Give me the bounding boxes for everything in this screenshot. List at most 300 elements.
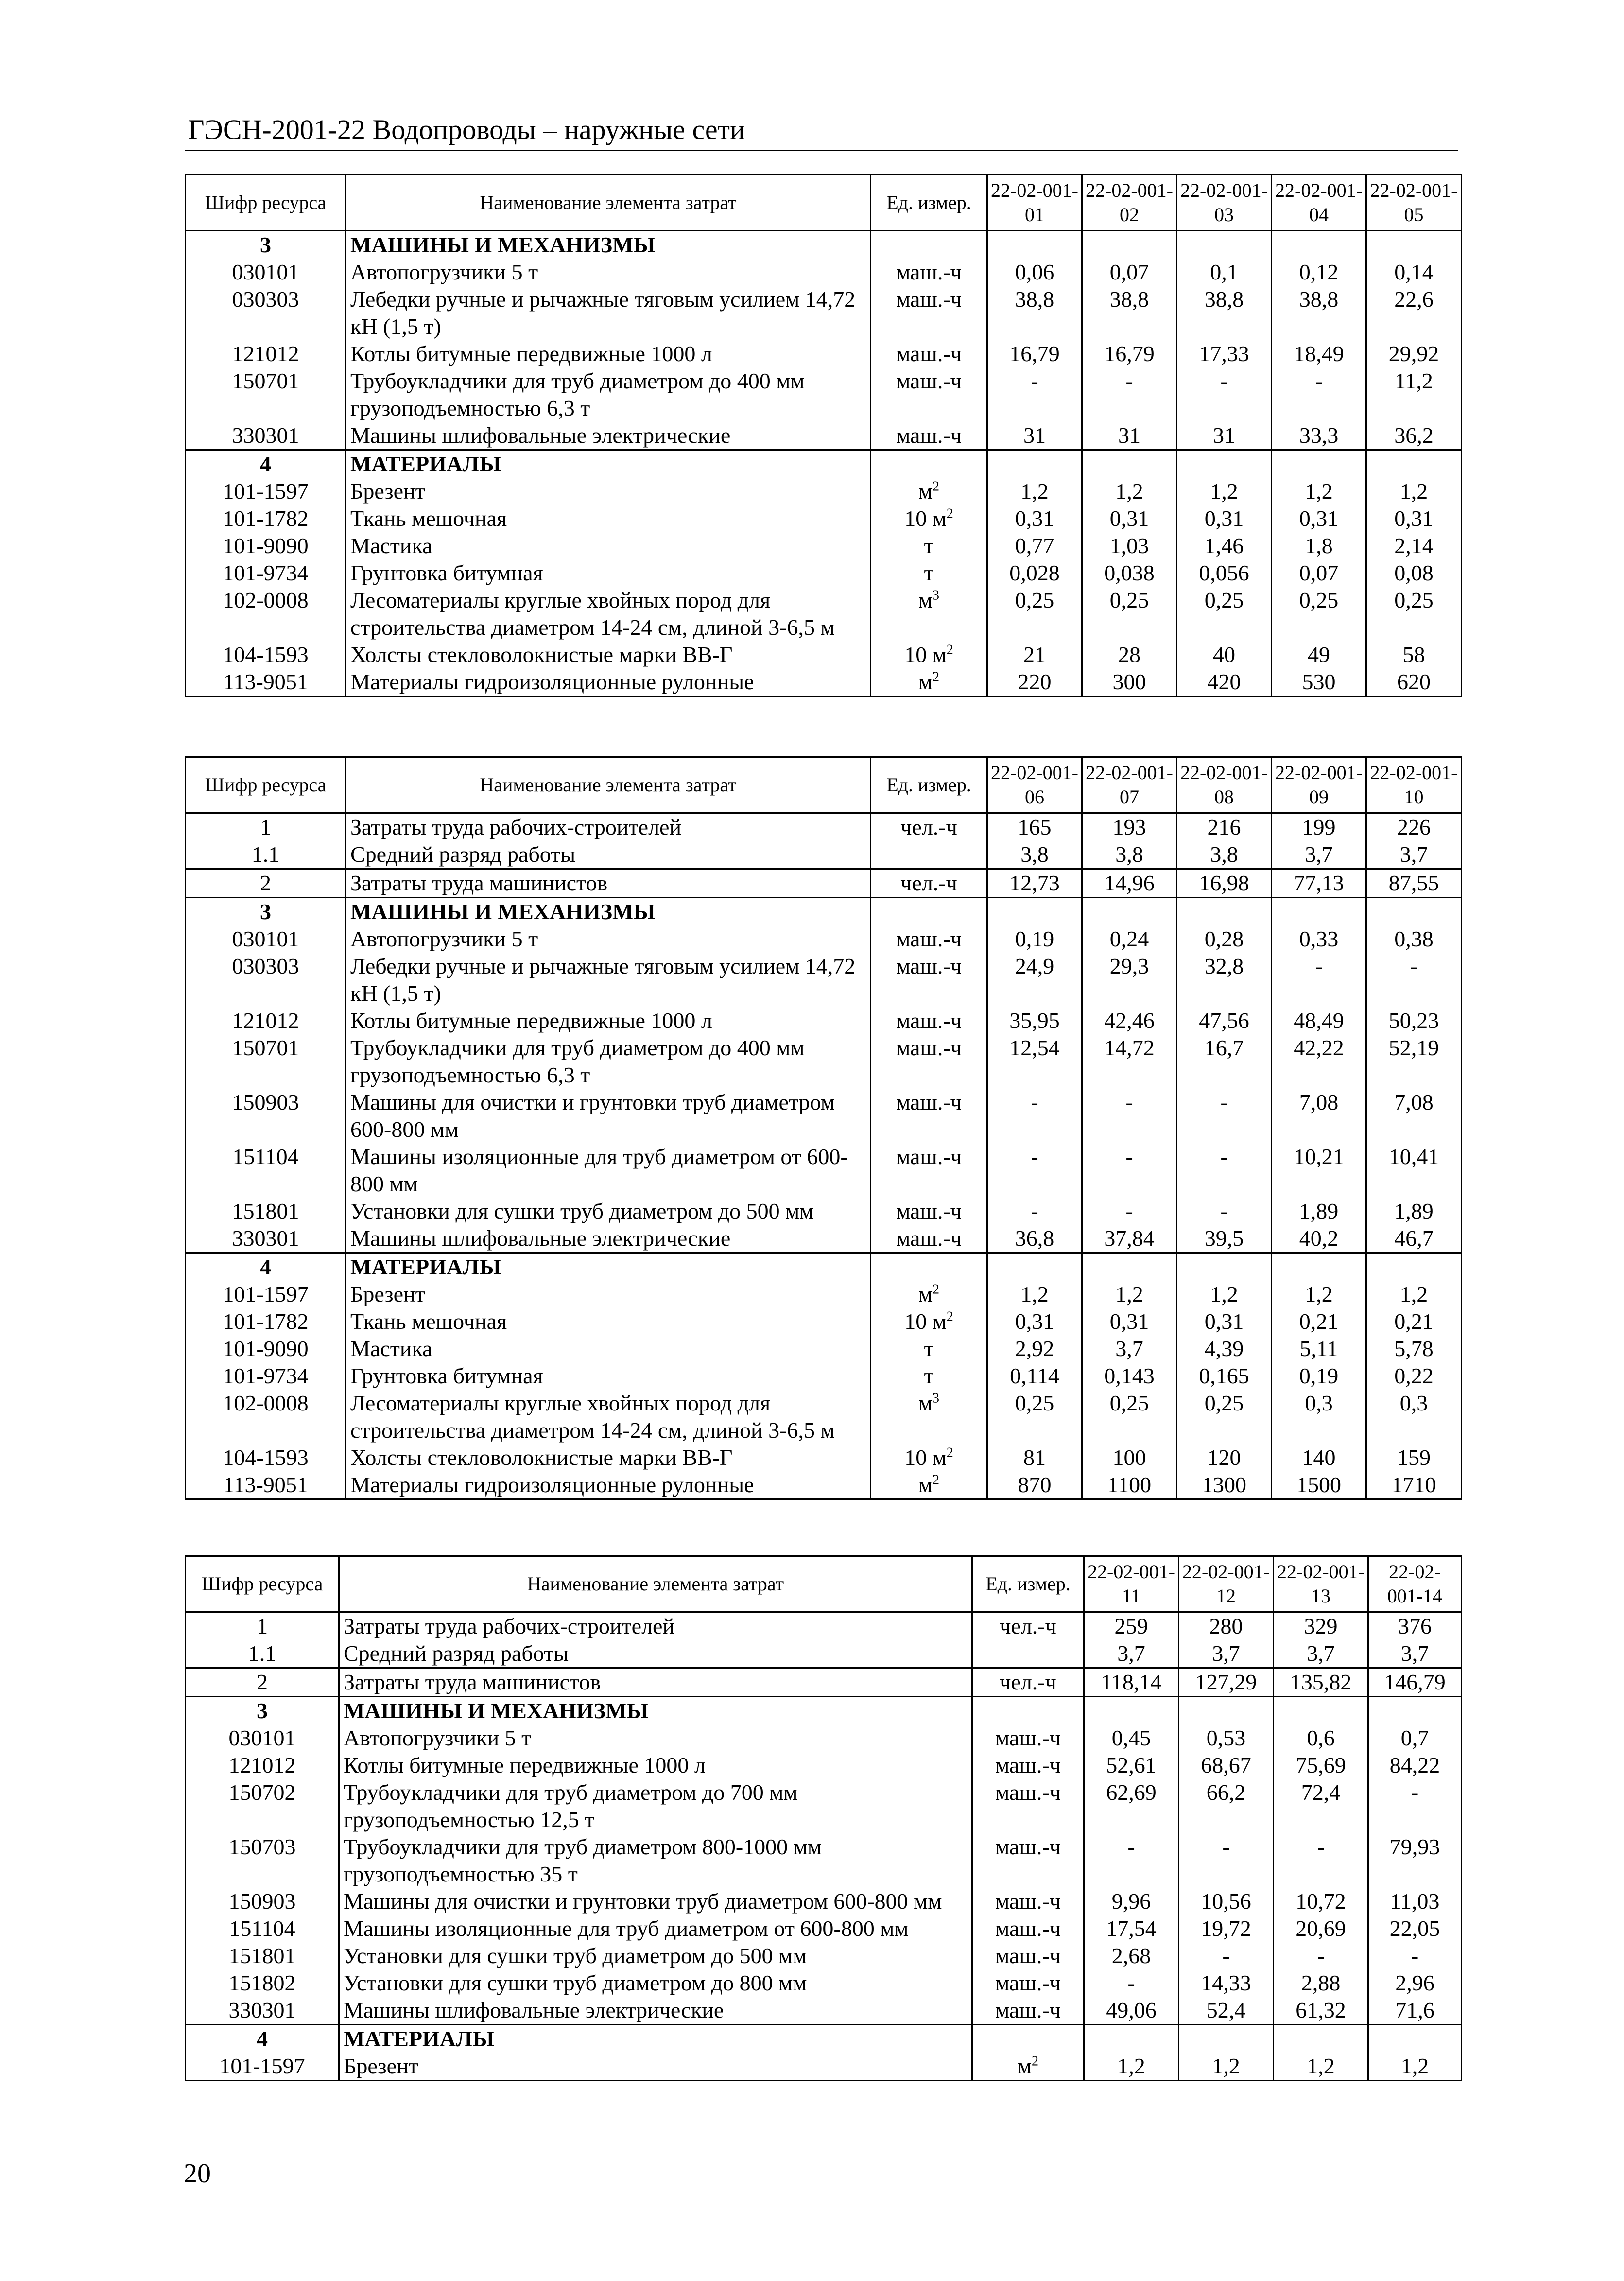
unit-text: 10 м (904, 1309, 947, 1334)
norm-value-cell: 0,1 (1177, 259, 1272, 286)
norm-value-cell: - (1368, 1779, 1462, 1833)
norm-value-cell (1366, 450, 1462, 478)
resource-code-cell: 113-9051 (186, 1471, 346, 1499)
norm-value-cell (1368, 1697, 1462, 1725)
norm-value-cell: 1,2 (1274, 2053, 1368, 2081)
norm-value-cell: 0,53 (1179, 1724, 1274, 1752)
norm-value-cell: 12,73 (987, 869, 1082, 898)
norm-value-cell: 33,3 (1272, 422, 1366, 450)
table-row (186, 1335, 1462, 1362)
unit-text: чел.-ч (1000, 1670, 1056, 1694)
unit-text: маш.-ч (896, 1199, 962, 1223)
unit-exponent: 2 (946, 506, 953, 522)
resource-code-cell: 101-1597 (186, 1281, 346, 1308)
resource-table-3 (185, 1555, 1462, 2081)
column-header-norm: 22-02-001-09 (1272, 757, 1366, 813)
column-header-norm: 22-02-001-08 (1177, 757, 1272, 813)
column-header-norm: 22-02-001-01 (987, 175, 1082, 231)
unit-cell (871, 813, 987, 841)
norm-value-cell: 50,23 (1366, 1007, 1462, 1034)
norm-value-cell: 3,7 (1368, 1640, 1462, 1668)
table-row (186, 559, 1462, 587)
unit-text: маш.-ч (896, 954, 962, 978)
norm-value-cell: - (1179, 1942, 1274, 1969)
resource-code-cell: 330301 (186, 422, 346, 450)
cost-element-name-cell: Машины для очистки и грунтовки труб диаметром 600-800 мм (346, 1089, 871, 1143)
norm-value-cell: 75,69 (1274, 1752, 1368, 1779)
cost-element-name-cell: МАТЕРИАЛЫ (339, 2025, 972, 2053)
unit-text: 10 м (904, 1445, 947, 1470)
norm-value-cell: 61,32 (1274, 1997, 1368, 2025)
norm-value-cell: - (1177, 1198, 1272, 1225)
norm-value-cell: 1,89 (1366, 1198, 1462, 1225)
section-row (186, 231, 1462, 259)
norm-value-cell: 81 (987, 1444, 1082, 1471)
unit-cell (871, 953, 987, 1007)
norm-value-cell: 329 (1274, 1612, 1368, 1640)
norm-value-cell: 35,95 (987, 1007, 1082, 1034)
column-header-norm: 22-02-001-02 (1082, 175, 1177, 231)
unit-text: м (1017, 2054, 1032, 2078)
unit-cell (972, 1997, 1084, 2025)
unit-text: маш.-ч (995, 1834, 1061, 1859)
norm-value-cell: 0,165 (1177, 1362, 1272, 1390)
norm-value-cell: 0,38 (1366, 925, 1462, 953)
norm-value-cell: - (987, 1089, 1082, 1143)
norm-value-cell: 12,54 (987, 1034, 1082, 1089)
unit-cell (871, 1198, 987, 1225)
norm-value-cell: 52,4 (1179, 1997, 1274, 2025)
norm-value-cell: 0,19 (987, 925, 1082, 953)
cost-element-name-cell: Мастика (346, 532, 871, 559)
norm-value-cell: 0,24 (1082, 925, 1177, 953)
column-header-norm: 22-02-001-13 (1274, 1556, 1368, 1612)
norm-value-cell: - (1084, 1969, 1179, 1997)
norm-value-cell: 300 (1082, 668, 1177, 696)
norm-value-cell: 1,2 (1272, 478, 1366, 505)
norm-value-cell: 0,25 (987, 587, 1082, 641)
resource-code-cell: 150903 (186, 1888, 339, 1915)
norm-value-cell: 3,7 (1179, 1640, 1274, 1668)
unit-text: маш.-ч (995, 1889, 1061, 1914)
norm-value-cell (1177, 1253, 1272, 1281)
norm-value-cell: 0,22 (1366, 1362, 1462, 1390)
resource-code-cell: 4 (186, 1253, 346, 1281)
table-row (186, 668, 1462, 696)
norm-value-cell: 0,143 (1082, 1362, 1177, 1390)
unit-exponent: 3 (933, 588, 940, 603)
norm-value-cell: - (1368, 1942, 1462, 1969)
column-header-norm: 22-02-001-10 (1366, 757, 1462, 813)
norm-value-cell: 16,79 (987, 340, 1082, 367)
column-header-unit: Ед. измер. (871, 175, 987, 231)
unit-cell (871, 587, 987, 641)
norm-value-cell: 1,8 (1272, 532, 1366, 559)
cost-element-name-cell: Установки для сушки труб диаметром до 500 мм (339, 1942, 972, 1969)
resource-code-cell: 030303 (186, 286, 346, 340)
norm-value-cell: - (1082, 367, 1177, 422)
table-row (186, 1444, 1462, 1471)
unit-cell (972, 2025, 1084, 2053)
unit-cell (972, 1612, 1084, 1640)
norm-value-cell: 0,31 (1082, 1308, 1177, 1335)
table-row (186, 422, 1462, 450)
norm-value-cell: 220 (987, 668, 1082, 696)
norm-value-cell: - (1366, 953, 1462, 1007)
norm-value-cell (1082, 898, 1177, 926)
norm-value-cell: 49 (1272, 641, 1366, 668)
norm-value-cell: 38,8 (1177, 286, 1272, 340)
norm-value-cell: 0,6 (1274, 1724, 1368, 1752)
norm-value-cell: 28 (1082, 641, 1177, 668)
norm-value-cell: 3,7 (1082, 1335, 1177, 1362)
norm-value-cell: 0,06 (987, 259, 1082, 286)
norm-value-cell: 159 (1366, 1444, 1462, 1471)
table-row (186, 1143, 1462, 1198)
unit-cell (871, 340, 987, 367)
norm-value-cell: 32,8 (1177, 953, 1272, 1007)
unit-cell (871, 532, 987, 559)
resource-code-cell: 2 (186, 1668, 339, 1697)
resource-code-cell: 104-1593 (186, 641, 346, 668)
unit-cell (871, 1089, 987, 1143)
resource-code-cell: 101-9090 (186, 1335, 346, 1362)
resource-code-cell: 151801 (186, 1942, 339, 1969)
column-header-unit: Ед. измер. (871, 757, 987, 813)
unit-cell (871, 1471, 987, 1499)
column-header-norm: 22-02-001-12 (1179, 1556, 1274, 1612)
table-header-row (186, 175, 1462, 231)
column-header-norm: 22-02-001-14 (1368, 1556, 1462, 1612)
norm-value-cell: 29,3 (1082, 953, 1177, 1007)
column-header-norm: 22-02-001-06 (987, 757, 1082, 813)
norm-value-cell: 11,2 (1366, 367, 1462, 422)
norm-value-cell: 17,33 (1177, 340, 1272, 367)
norm-value-cell: 7,08 (1366, 1089, 1462, 1143)
norm-value-cell: 1,2 (1179, 2053, 1274, 2081)
norm-value-cell: 17,54 (1084, 1915, 1179, 1942)
column-header-norm: 22-02-001-07 (1082, 757, 1177, 813)
cost-element-name-cell: Машины для очистки и грунтовки труб диаметром 600-800 мм (339, 1888, 972, 1915)
norm-value-cell: 38,8 (987, 286, 1082, 340)
unit-cell (871, 367, 987, 422)
norm-value-cell: 0,3 (1366, 1390, 1462, 1444)
norm-value-cell: 31 (1177, 422, 1272, 450)
cost-element-name-cell: Котлы битумные передвижные 1000 л (346, 1007, 871, 1034)
cost-element-name-cell: Установки для сушки труб диаметром до 500 мм (346, 1198, 871, 1225)
unit-text: маш.-ч (995, 1780, 1061, 1805)
section-row (186, 1253, 1462, 1281)
norm-value-cell: 10,72 (1274, 1888, 1368, 1915)
norm-value-cell: 530 (1272, 668, 1366, 696)
unit-text: т (924, 1336, 934, 1361)
norm-value-cell: 226 (1366, 813, 1462, 841)
resource-code-cell: 1.1 (186, 1640, 339, 1668)
unit-cell (871, 559, 987, 587)
norm-value-cell: 0,07 (1082, 259, 1177, 286)
resource-table-1 (185, 174, 1462, 697)
norm-value-cell (1366, 231, 1462, 259)
resource-code-cell: 150703 (186, 1833, 339, 1888)
norm-value-cell: 49,06 (1084, 1997, 1179, 2025)
unit-cell (871, 668, 987, 696)
resource-code-cell: 2 (186, 869, 346, 898)
norm-value-cell: 1,03 (1082, 532, 1177, 559)
table-row (186, 841, 1462, 869)
table-row (186, 367, 1462, 422)
norm-value-cell: 5,78 (1366, 1335, 1462, 1362)
unit-text: т (924, 533, 934, 558)
table-row (186, 259, 1462, 286)
norm-value-cell: 146,79 (1368, 1668, 1462, 1697)
norm-value-cell (987, 1253, 1082, 1281)
norm-value-cell: 1,2 (1084, 2053, 1179, 2081)
norm-value-cell: 1,2 (1177, 478, 1272, 505)
table-row (186, 286, 1462, 340)
norm-value-cell (1177, 450, 1272, 478)
norm-value-cell: - (1082, 1198, 1177, 1225)
norm-value-cell: 16,79 (1082, 340, 1177, 367)
cost-element-name-cell: Грунтовка битумная (346, 559, 871, 587)
resource-code-cell: 151801 (186, 1198, 346, 1225)
table-row (186, 587, 1462, 641)
unit-cell (871, 422, 987, 450)
unit-cell (972, 1697, 1084, 1725)
cost-element-name-cell: Материалы гидроизоляционные рулонные (346, 1471, 871, 1499)
norm-value-cell: 16,98 (1177, 869, 1272, 898)
norm-value-cell: 40,2 (1272, 1225, 1366, 1253)
norm-value-cell: 0,07 (1272, 559, 1366, 587)
resource-code-cell: 104-1593 (186, 1444, 346, 1471)
norm-value-cell: 0,25 (1082, 1390, 1177, 1444)
norm-value-cell: 31 (987, 422, 1082, 450)
norm-value-cell: 1300 (1177, 1471, 1272, 1499)
unit-text: маш.-ч (896, 1008, 962, 1033)
resource-table-2 (185, 756, 1462, 1500)
table-row (186, 641, 1462, 668)
cost-element-name-cell: Установки для сушки труб диаметром до 800 мм (339, 1969, 972, 1997)
norm-value-cell: 3,8 (987, 841, 1082, 869)
section-row (186, 450, 1462, 478)
cost-element-name-cell: Лесоматериалы круглые хвойных пород для строительства диаметром 14-24 см, длиной 3-6,5 м (346, 587, 871, 641)
unit-text: маш.-ч (896, 1226, 962, 1251)
table-row (186, 1969, 1462, 1997)
resource-code-cell: 1 (186, 1612, 339, 1640)
unit-cell (871, 841, 987, 869)
table-row (186, 1089, 1462, 1143)
norm-value-cell: 0,31 (1177, 505, 1272, 532)
norm-value-cell: 1,2 (987, 478, 1082, 505)
norm-value-cell: 10,56 (1179, 1888, 1274, 1915)
norm-value-cell: 0,14 (1366, 259, 1462, 286)
norm-value-cell: 14,96 (1082, 869, 1177, 898)
resource-code-cell: 121012 (186, 340, 346, 367)
norm-value-cell: 22,6 (1366, 286, 1462, 340)
norm-value-cell: - (1274, 1833, 1368, 1888)
norm-value-cell: 14,33 (1179, 1969, 1274, 1997)
norm-value-cell: 2,14 (1366, 532, 1462, 559)
norm-value-cell: 620 (1366, 668, 1462, 696)
unit-cell (871, 1390, 987, 1444)
norm-value-cell: 1100 (1082, 1471, 1177, 1499)
cost-element-name-cell: Машины шлифовальные электрические (346, 422, 871, 450)
resource-code-cell: 151104 (186, 1915, 339, 1942)
norm-value-cell (1272, 450, 1366, 478)
table-row (186, 478, 1462, 505)
column-header-code: Шифр ресурса (186, 757, 346, 813)
cost-element-name-cell: Ткань мешочная (346, 1308, 871, 1335)
resource-code-cell: 3 (186, 898, 346, 926)
norm-value-cell: 52,19 (1366, 1034, 1462, 1089)
cost-element-name-cell: Машины изоляционные для труб диаметром от 600-800 мм (339, 1915, 972, 1942)
cost-element-name-cell: МАТЕРИАЛЫ (346, 1253, 871, 1281)
table-row (186, 1034, 1462, 1089)
norm-value-cell: 38,8 (1082, 286, 1177, 340)
resource-code-cell: 151802 (186, 1969, 339, 1997)
resource-code-cell: 3 (186, 231, 346, 259)
norm-value-cell: 18,49 (1272, 340, 1366, 367)
unit-text: маш.-ч (896, 423, 962, 448)
unit-text: т (924, 560, 934, 585)
table-row (186, 1281, 1462, 1308)
resource-code-cell: 121012 (186, 1007, 346, 1034)
norm-value-cell: 0,31 (1177, 1308, 1272, 1335)
norm-value-cell: 0,31 (1272, 505, 1366, 532)
norm-value-cell: 3,8 (1082, 841, 1177, 869)
unit-cell (972, 1668, 1084, 1697)
table-row (186, 532, 1462, 559)
norm-value-cell (1179, 1697, 1274, 1725)
cost-element-name-cell: Лебедки ручные и рычажные тяговым усилием 14,72 кН (1,5 т) (346, 953, 871, 1007)
norm-value-cell: 0,25 (1272, 587, 1366, 641)
unit-text: чел.-ч (900, 871, 957, 895)
norm-value-cell: 0,31 (1082, 505, 1177, 532)
column-header-norm: 22-02-001-03 (1177, 175, 1272, 231)
norm-value-cell: - (1177, 367, 1272, 422)
cost-element-name-cell: Трубоукладчики для труб диаметром до 700 мм грузоподъемностью 12,5 т (339, 1779, 972, 1833)
table-row (186, 1997, 1462, 2025)
norm-value-cell: 259 (1084, 1612, 1179, 1640)
norm-value-cell: - (987, 1143, 1082, 1198)
cost-element-name-cell: Машины изоляционные для труб диаметром от 600-800 мм (346, 1143, 871, 1198)
cost-element-name-cell: Трубоукладчики для труб диаметром до 400 мм грузоподъемностью 6,3 т (346, 367, 871, 422)
norm-value-cell: - (1084, 1833, 1179, 1888)
unit-text: 10 м (904, 506, 947, 531)
norm-value-cell: 46,7 (1366, 1225, 1462, 1253)
cost-element-name-cell: Затраты труда машинистов (346, 869, 871, 898)
norm-value-cell: - (1082, 1089, 1177, 1143)
cost-element-name-cell: Грунтовка битумная (346, 1362, 871, 1390)
resource-code-cell: 4 (186, 450, 346, 478)
section-row (186, 1697, 1462, 1725)
norm-value-cell: 48,49 (1272, 1007, 1366, 1034)
norm-value-cell (987, 898, 1082, 926)
norm-value-cell: 21 (987, 641, 1082, 668)
column-header-norm: 22-02-001-11 (1084, 1556, 1179, 1612)
norm-value-cell: 140 (1272, 1444, 1366, 1471)
norm-value-cell: 38,8 (1272, 286, 1366, 340)
section-row (186, 898, 1462, 926)
norm-value-cell (1366, 1253, 1462, 1281)
cost-element-name-cell: Лебедки ручные и рычажные тяговым усилием 14,72 кН (1,5 т) (346, 286, 871, 340)
unit-cell (972, 1888, 1084, 1915)
norm-value-cell: 4,39 (1177, 1335, 1272, 1362)
cost-element-name-cell: Средний разряд работы (346, 841, 871, 869)
resource-code-cell: 150903 (186, 1089, 346, 1143)
norm-value-cell: 1500 (1272, 1471, 1366, 1499)
cost-element-name-cell: Брезент (346, 478, 871, 505)
resource-code-cell: 113-9051 (186, 668, 346, 696)
norm-value-cell: 0,33 (1272, 925, 1366, 953)
cost-element-name-cell: Котлы битумные передвижные 1000 л (339, 1752, 972, 1779)
column-header-norm: 22-02-001-04 (1272, 175, 1366, 231)
resource-code-cell: 151104 (186, 1143, 346, 1198)
cost-element-name-cell: Затраты труда рабочих-строителей (346, 813, 871, 841)
cost-element-name-cell: Трубоукладчики для труб диаметром 800-1000 мм грузоподъемностью 35 т (339, 1833, 972, 1888)
norm-value-cell: 376 (1368, 1612, 1462, 1640)
norm-value-cell: 135,82 (1274, 1668, 1368, 1697)
unit-cell (972, 1779, 1084, 1833)
table-row (186, 1640, 1462, 1668)
resource-code-cell: 101-1782 (186, 1308, 346, 1335)
resource-code-cell: 102-0008 (186, 1390, 346, 1444)
norm-value-cell: 37,84 (1082, 1225, 1177, 1253)
unit-cell (871, 286, 987, 340)
table-row (186, 1779, 1462, 1833)
resource-code-cell: 030101 (186, 259, 346, 286)
resource-code-cell: 4 (186, 2025, 339, 2053)
norm-value-cell: 1,2 (1082, 478, 1177, 505)
resource-code-cell: 150702 (186, 1779, 339, 1833)
cost-element-name-cell: Машины шлифовальные электрические (339, 1997, 972, 2025)
norm-value-cell: 0,056 (1177, 559, 1272, 587)
norm-value-cell: 0,45 (1084, 1724, 1179, 1752)
norm-value-cell: 52,61 (1084, 1752, 1179, 1779)
table-row (186, 1390, 1462, 1444)
table-row (186, 1724, 1462, 1752)
resource-code-cell: 150701 (186, 1034, 346, 1089)
table-row (186, 1915, 1462, 1942)
norm-value-cell (987, 450, 1082, 478)
unit-exponent: 2 (933, 479, 940, 494)
table-row (186, 1942, 1462, 1969)
unit-text: т (924, 1363, 934, 1388)
norm-value-cell: 1,89 (1272, 1198, 1366, 1225)
norm-value-cell: 3,7 (1084, 1640, 1179, 1668)
page-number: 20 (184, 2159, 211, 2189)
table-row (186, 1225, 1462, 1253)
norm-value-cell: 58 (1366, 641, 1462, 668)
norm-value-cell: 1,2 (1272, 1281, 1366, 1308)
resource-code-cell: 330301 (186, 1997, 339, 2025)
table-row (186, 1833, 1462, 1888)
unit-text: м (918, 1282, 933, 1306)
unit-text: маш.-ч (896, 926, 962, 951)
unit-text: м (918, 669, 933, 694)
norm-value-cell: 24,9 (987, 953, 1082, 1007)
norm-value-cell: 42,22 (1272, 1034, 1366, 1089)
unit-cell (871, 1308, 987, 1335)
table-row (186, 1198, 1462, 1225)
norm-value-cell: 0,31 (987, 1308, 1082, 1335)
norm-value-cell: 280 (1179, 1612, 1274, 1640)
norm-value-cell: 0,7 (1368, 1724, 1462, 1752)
resource-code-cell: 330301 (186, 1225, 346, 1253)
unit-text: чел.-ч (1000, 1614, 1056, 1638)
unit-text: маш.-ч (995, 1916, 1061, 1941)
norm-value-cell: 20,69 (1274, 1915, 1368, 1942)
norm-value-cell: 165 (987, 813, 1082, 841)
